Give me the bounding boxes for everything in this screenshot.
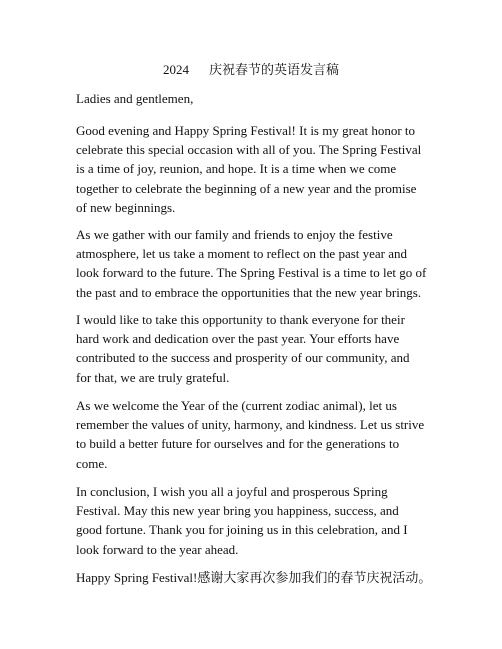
paragraph-1: [76, 121, 436, 217]
paragraph-line: Good evening and Happy Spring Festival! It is my great honor to: [76, 123, 416, 138]
title-text: 庆祝春节的英语发言稿: [208, 62, 339, 77]
paragraph-2: [76, 225, 436, 302]
paragraph-5: [76, 482, 436, 559]
paragraph-line: remember the values of unity, harmony, and kindness. Let us strive: [76, 417, 425, 433]
paragraph-line: come.: [76, 455, 108, 471]
paragraph-line: celebrate this special occasion with all of you. The Spring Festival: [76, 142, 422, 158]
paragraph-3: [76, 310, 436, 387]
title-year: 2024: [162, 62, 189, 77]
paragraph-line: look forward to the future. The Spring Festival is a time to let go of: [76, 265, 427, 281]
salutation-line: Ladies and gentlemen,: [76, 91, 194, 106]
paragraph-line: to build a better future for ourselves and for the generations to: [76, 436, 400, 452]
paragraph-line: together to celebrate the beginning of a new year and the promise: [76, 180, 417, 196]
paragraph-line: good fortune. Thank you for joining us in this celebration, and I: [76, 522, 408, 538]
paragraph-line: look forward to the year ahead.: [76, 541, 239, 557]
document-title: [0, 61, 502, 79]
paragraph-4: [76, 396, 436, 473]
paragraph-line: is a time of joy, reunion, and hope. It is a time when we come: [76, 161, 397, 177]
paragraph-line: the past and to embrace the opportunities that the new year brings.: [76, 284, 422, 300]
paragraph-line: for that, we are truly grateful.: [76, 369, 230, 385]
paragraph-line: hard work and dedication over the past year. Your efforts have: [76, 331, 400, 347]
paragraph-line: As we welcome the Year of the (current zodiac animal), let us: [76, 398, 397, 413]
paragraph-line: I would like to take this opportunity to thank everyone for their: [76, 312, 405, 327]
paragraph-line: In conclusion, I wish you all a joyful and prosperous Spring: [76, 484, 388, 499]
salutation: [76, 89, 436, 108]
paragraph-line: As we gather with our family and friends to enjoy the festive: [76, 227, 393, 242]
closing-line: Happy Spring Festival!感谢大家再次参加我们的春节庆祝活动。: [76, 570, 432, 585]
paragraph-line: atmosphere, let us take a moment to reflect on the past year and: [76, 246, 408, 262]
paragraph-line: contributed to the success and prosperity of our community, and: [76, 350, 410, 366]
paragraph-line: of new beginnings.: [76, 199, 176, 215]
paragraph-line: Festival. May this new year bring you happiness, success, and: [76, 503, 399, 519]
closing: [76, 568, 436, 587]
